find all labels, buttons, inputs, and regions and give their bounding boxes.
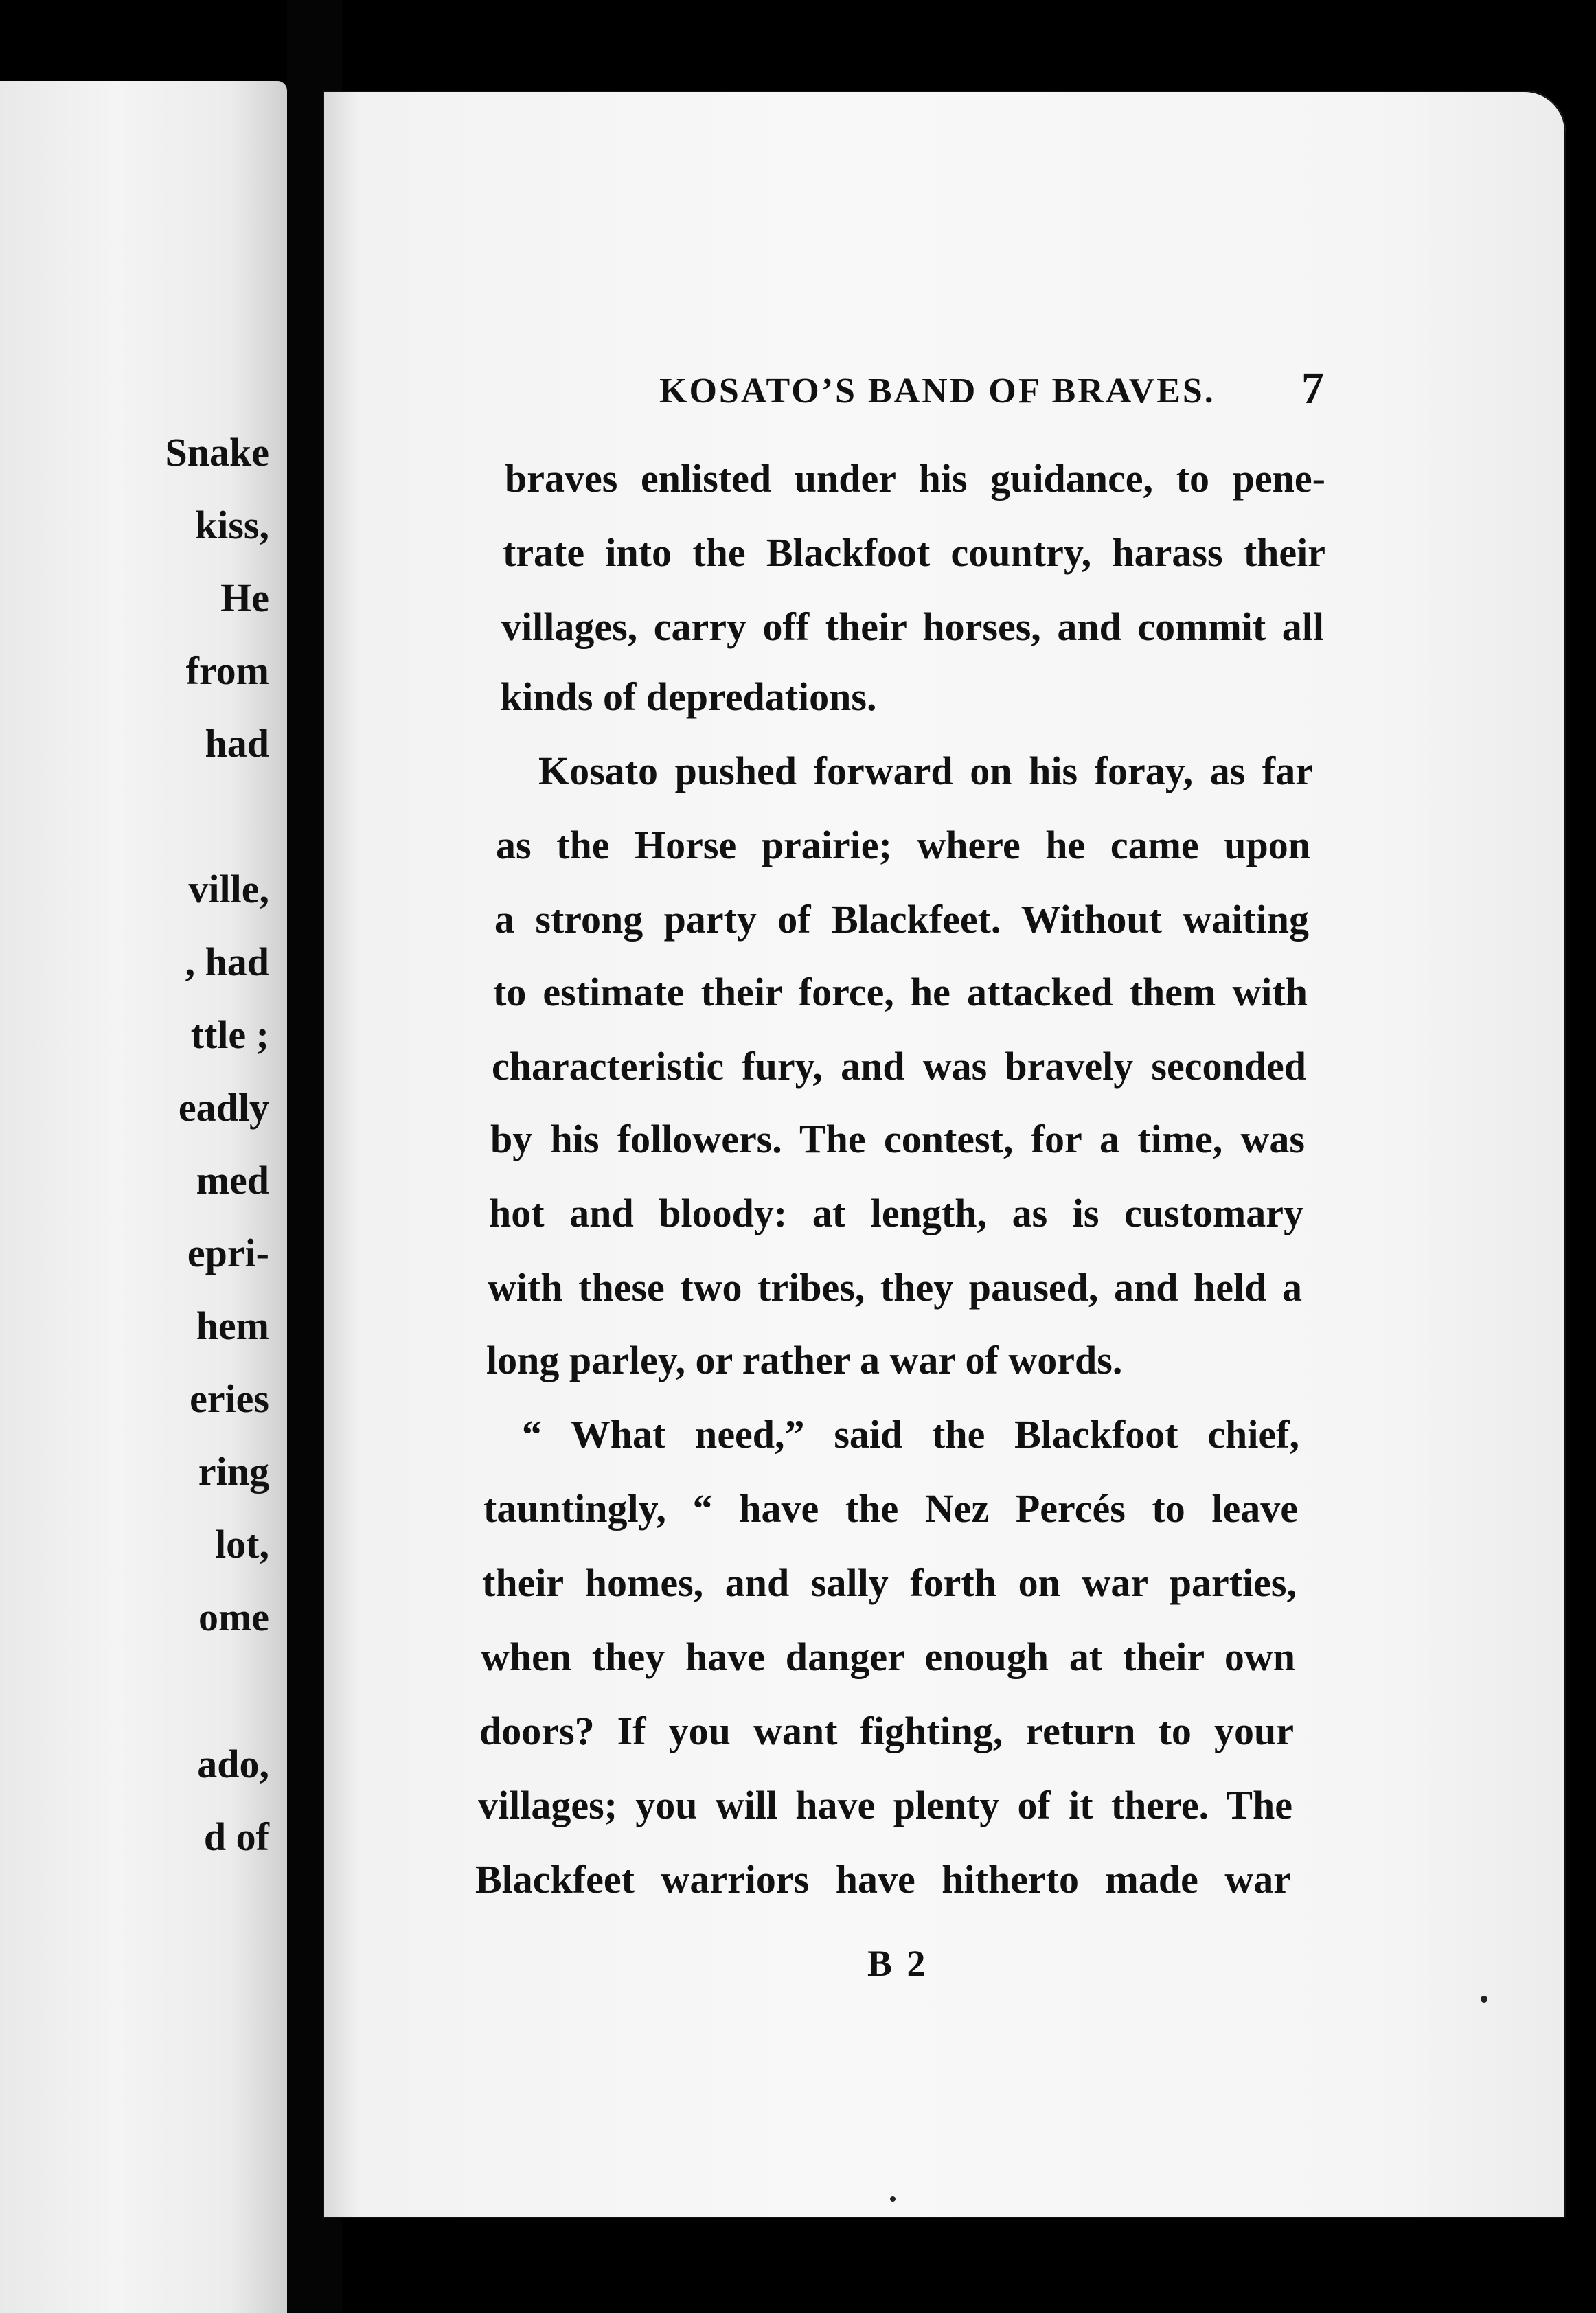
left-fragment: eadly bbox=[178, 1085, 269, 1130]
left-fragment: , had bbox=[185, 939, 269, 984]
body-line: tauntingly, “ have the Nez Percés to leave bbox=[483, 1486, 1298, 1531]
body-line: when they have danger enough at their own bbox=[481, 1634, 1295, 1679]
body-line: their homes, and sally forth on war parties, bbox=[482, 1560, 1297, 1605]
body-line: trate into the Blackfoot country, harass their bbox=[503, 530, 1325, 575]
body-line: hot and bloody: at length, as is customary bbox=[489, 1191, 1303, 1235]
left-fragment: epri- bbox=[187, 1231, 269, 1275]
left-fragment: ttle ; bbox=[190, 1012, 269, 1057]
left-fragment: from bbox=[185, 648, 269, 693]
left-page-text-fragments bbox=[0, 81, 269, 2313]
body-line: a strong party of Blackfeet. Without waiting bbox=[494, 897, 1309, 942]
left-fragment: ville, bbox=[188, 867, 269, 911]
body-line: to estimate their force, he attacked them with bbox=[493, 970, 1308, 1014]
running-head: KOSATO’S BAND OF BRAVES. bbox=[659, 372, 1216, 411]
left-fragment: kiss, bbox=[194, 503, 269, 547]
left-fragment: d of bbox=[203, 1814, 269, 1859]
left-fragment: ado, bbox=[197, 1742, 269, 1786]
scan-speck bbox=[1481, 1996, 1487, 2003]
body-line: Blackfeet warriors have hitherto made war bbox=[475, 1857, 1291, 1902]
body-line: by his followers. The contest, for a time, was bbox=[490, 1117, 1305, 1161]
body-line: with these two tribes, they paused, and held a bbox=[488, 1265, 1302, 1310]
left-fragment: lot, bbox=[215, 1522, 269, 1566]
left-fragment: He bbox=[220, 576, 269, 620]
body-line: braves enlisted under his guidance, to pene- bbox=[505, 456, 1325, 501]
left-fragment: Snake bbox=[165, 430, 269, 475]
left-fragment: med bbox=[196, 1158, 269, 1203]
body-line: doors? If you want fighting, return to your bbox=[479, 1709, 1294, 1753]
body-line: villages, carry off their horses, and commit all bbox=[501, 604, 1324, 649]
left-fragment: hem bbox=[196, 1303, 269, 1348]
body-line: villages; you will have plenty of it there. The bbox=[478, 1783, 1292, 1827]
left-fragment: ring bbox=[198, 1449, 269, 1494]
left-fragment: eries bbox=[190, 1376, 269, 1421]
left-facing-page bbox=[0, 81, 287, 2313]
page-number: 7 bbox=[1301, 363, 1324, 413]
signature-mark: B 2 bbox=[867, 1943, 928, 1984]
left-fragment: had bbox=[205, 721, 269, 766]
body-line: Kosato pushed forward on his foray, as far bbox=[538, 749, 1313, 793]
body-line: kinds of depredations. bbox=[500, 674, 877, 719]
body-line: long parley, or rather a war of words. bbox=[486, 1338, 1123, 1382]
body-line: “ What need,” said the Blackfoot chief, bbox=[522, 1412, 1299, 1457]
body-line: as the Horse prairie; where he came upon bbox=[496, 823, 1310, 867]
left-fragment: ome bbox=[198, 1595, 269, 1639]
body-line: characteristic fury, and was bravely seconded bbox=[492, 1044, 1306, 1089]
scan-speck bbox=[890, 2196, 896, 2202]
